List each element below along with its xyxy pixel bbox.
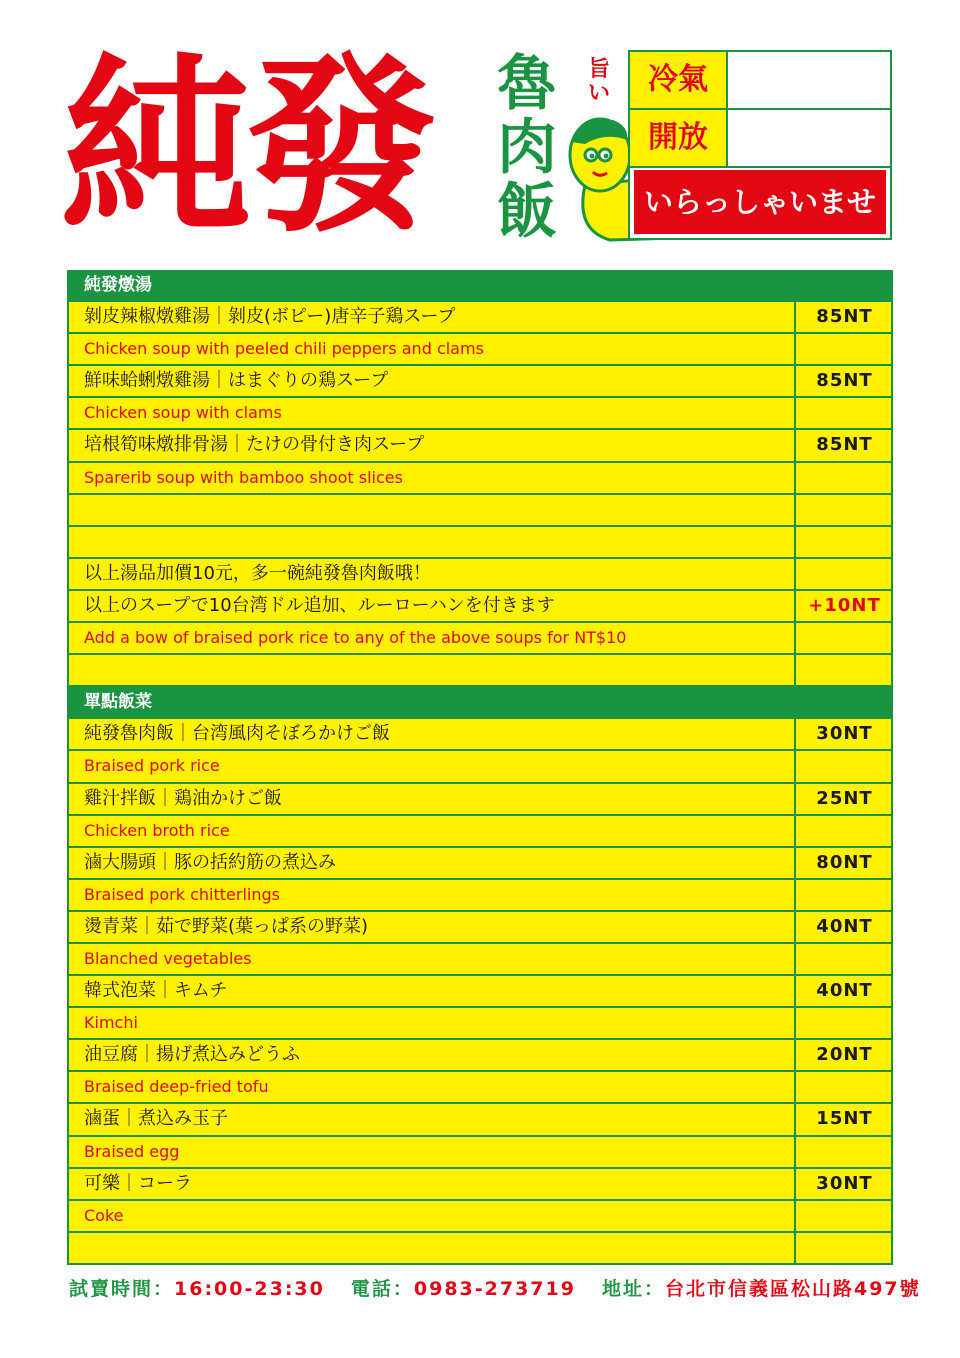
item-price: 40NT xyxy=(794,912,893,942)
item-price xyxy=(794,559,893,589)
menu-item-row xyxy=(67,1040,893,1072)
item-price xyxy=(794,1072,893,1102)
phone-label: 電話： xyxy=(350,1278,414,1300)
menu-item-row xyxy=(67,527,893,559)
badge-row-open xyxy=(630,110,890,168)
item-price: +10NT xyxy=(794,591,893,621)
section-header-price-cell xyxy=(796,687,893,717)
item-name xyxy=(67,1233,794,1263)
item-name: 純發魯肉飯｜台湾風肉そぼろかけご飯 xyxy=(84,723,390,745)
item-price: 85NT xyxy=(794,302,893,332)
item-name: 滷蛋｜煮込み玉子 xyxy=(84,1108,228,1130)
item-price xyxy=(794,1137,893,1167)
menu-item-row xyxy=(67,912,893,944)
menu-item-english-row xyxy=(67,1137,893,1169)
item-price xyxy=(794,623,893,653)
item-price xyxy=(794,655,893,685)
section-header xyxy=(67,270,893,302)
item-english-name: Chicken broth rice xyxy=(84,820,230,840)
menu-item-row xyxy=(67,784,893,816)
menu-item-english-row xyxy=(67,623,893,655)
item-name: 雞汁拌飯｜鶏油かけご飯 xyxy=(84,787,282,809)
item-price: 20NT xyxy=(794,1040,893,1070)
item-price: 30NT xyxy=(794,719,893,749)
menu-item-english-row xyxy=(67,398,893,430)
item-english-name: Kimchi xyxy=(84,1013,138,1033)
section-header xyxy=(67,687,893,719)
menu-item-english-row xyxy=(67,334,893,366)
item-name: 以上湯品加價10元，多一碗純發魯肉飯哦！ xyxy=(84,562,431,584)
item-english-name: Braised egg xyxy=(84,1141,180,1161)
hours-label: 試賣時間： xyxy=(69,1278,175,1300)
item-name: 可樂｜コーラ xyxy=(84,1172,192,1194)
item-price xyxy=(794,1233,893,1263)
section-header-price-cell xyxy=(796,270,893,300)
badge-aircon-label: 冷氣 xyxy=(630,52,728,108)
address-label: 地址： xyxy=(601,1278,665,1300)
welcome-banner: いらっしゃいませ xyxy=(634,170,886,234)
section-title: 單點飯菜 xyxy=(84,692,152,713)
badge-open-label: 開放 xyxy=(630,110,728,166)
hours-value: 16:00-23:30 xyxy=(174,1278,325,1300)
item-name: 韓式泡菜｜キムチ xyxy=(84,980,228,1002)
item-name: 培根筍味燉排骨湯｜たけの骨付き肉スープ xyxy=(84,434,425,456)
item-english-name: Coke xyxy=(84,1205,124,1225)
badge-row-aircon xyxy=(630,52,890,110)
item-price: 15NT xyxy=(794,1104,893,1134)
footer-info xyxy=(69,1276,921,1302)
menu-item-row xyxy=(67,495,893,527)
item-english-name: Chicken soup with clams xyxy=(84,403,282,423)
menu-item-english-row xyxy=(67,1201,893,1233)
item-price: 40NT xyxy=(794,976,893,1006)
menu-item-row xyxy=(67,1104,893,1136)
address-value: 台北市信義區松山路497號 xyxy=(664,1278,921,1300)
menu-item-row xyxy=(67,591,893,623)
phone-value: 0983-273719 xyxy=(413,1278,576,1300)
menu-item-row xyxy=(67,366,893,398)
item-price xyxy=(794,527,893,557)
menu-item-english-row xyxy=(67,816,893,848)
item-price xyxy=(794,398,893,428)
menu-item-english-row xyxy=(67,1072,893,1104)
menu-item-english-row xyxy=(67,463,893,495)
item-name: 燙青菜｜茹で野菜(葉っぱ系の野菜) xyxy=(84,915,369,937)
umai-tag: 旨い xyxy=(587,57,610,106)
item-english-name: Braised deep-fried tofu xyxy=(84,1077,269,1097)
item-price: 85NT xyxy=(794,430,893,460)
item-price xyxy=(794,334,893,364)
item-price xyxy=(794,751,893,781)
menu-item-row xyxy=(67,976,893,1008)
brand-title: 純發 xyxy=(62,37,431,258)
item-price: 80NT xyxy=(794,848,893,878)
menu-item-english-row xyxy=(67,1008,893,1040)
aircon-badge xyxy=(628,50,892,240)
item-english-name: Braised pork chitterlings xyxy=(84,884,280,904)
item-price xyxy=(794,1008,893,1038)
menu-item-row xyxy=(67,430,893,462)
item-price xyxy=(794,495,893,525)
item-price xyxy=(794,1201,893,1231)
item-price: 25NT xyxy=(794,784,893,814)
menu-item-row xyxy=(67,1169,893,1201)
menu-item-row xyxy=(67,1233,893,1265)
item-name: 滷大腸頭｜豚の括約筋の煮込み xyxy=(84,851,336,873)
item-name xyxy=(67,527,794,557)
menu-item-english-row xyxy=(67,880,893,912)
item-english-name: Chicken soup with peeled chili peppers and clams xyxy=(84,339,484,359)
item-name xyxy=(67,655,794,685)
section-title: 純發燉湯 xyxy=(84,275,152,295)
brand-subtitle-vertical: 魯肉飯 xyxy=(497,49,557,247)
item-name: 鮮味蛤蜊燉雞湯｜はまぐりの鶏スープ xyxy=(84,370,389,392)
item-english-name: Sparerib soup with bamboo shoot slices xyxy=(84,467,403,487)
item-english-name: Add a bow of braised pork rice to any of the above soups for NT$10 xyxy=(84,628,627,648)
item-name: 剝皮辣椒燉雞湯｜剝皮(ボピー)唐辛子鶏スープ xyxy=(84,306,456,328)
item-price xyxy=(794,944,893,974)
menu-item-row xyxy=(67,848,893,880)
item-name: 以上のスープで10台湾ドル追加、ルーローハンを付きます xyxy=(84,594,555,616)
menu-item-row xyxy=(67,719,893,751)
item-price xyxy=(794,463,893,493)
menu-item-row xyxy=(67,302,893,334)
item-english-name: Braised pork rice xyxy=(84,756,220,776)
menu-item-row xyxy=(67,655,893,687)
menu-item-row xyxy=(67,559,893,591)
item-price xyxy=(794,816,893,846)
item-price xyxy=(794,880,893,910)
menu-item-english-row xyxy=(67,751,893,783)
item-price: 30NT xyxy=(794,1169,893,1199)
menu-item-english-row xyxy=(67,944,893,976)
item-english-name: Blanched vegetables xyxy=(84,948,252,968)
menu-table xyxy=(67,270,893,1265)
item-name: 油豆腐｜揚げ煮込みどうふ xyxy=(84,1044,300,1066)
item-name xyxy=(67,495,794,525)
item-price: 85NT xyxy=(794,366,893,396)
